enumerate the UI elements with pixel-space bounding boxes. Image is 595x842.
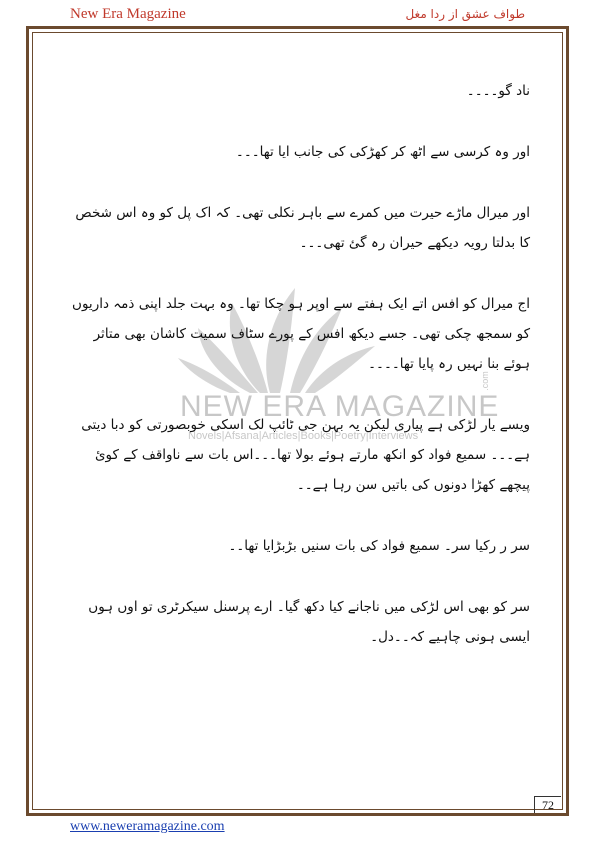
page-number: 72: [534, 796, 561, 813]
story-title: طواف عشق از ردا مغل: [405, 7, 525, 21]
watermark-domain: .com: [479, 371, 490, 391]
website-link[interactable]: www.neweramagazine.com: [70, 819, 225, 834]
magazine-name: New Era Magazine: [70, 6, 186, 22]
paragraph: اور وہ کرسی سے اٹھ کر کھڑکی کی جانب ایا تھا۔۔۔: [235, 144, 530, 160]
watermark-subtitle: Novels|Afsana|Articles|Books|Poetry|Interviews: [188, 430, 419, 442]
watermark-title: NEW ERA MAGAZINE: [180, 390, 500, 423]
paragraph: ناد گو۔۔۔۔: [466, 83, 530, 99]
paragraph: اج میرال کو افس اتے ایک ہفتے سے اوپر ہو چکا تھا۔ وہ بہت جلد اپنی ذمہ داریوں کو سمجھ چکی تھی۔ جسے دیکھ افس کے پورے سٹاف سمیت کاشان بھی متاثر ہوئے بنا نہیں رہ پایا تھا۔۔۔۔: [72, 296, 530, 372]
paragraph: سر کو بھی اس لڑکی میں ناجانے کیا دکھ گیا۔ ارے پرسنل سیکرٹری تو اوں ہوں ایسی ہونی چاہیے کہ۔۔دل۔: [88, 599, 530, 645]
paragraph: اور میرال ماڑے حیرت میں کمرے سے باہر نکلی تھی۔ کہ اک پل کو وہ اس شخص کا بدلتا رویہ دیکھے حیران رہ گئ تھی۔۔۔: [75, 205, 530, 251]
paragraph: ویسے یار لڑکی ہے پیاری لیکن یہ بہن جی ٹائپ لک اسکی خوبصورتی کو دبا دیتی ہے۔۔۔ سمیع فواد کو انکھ مارتے ہوئے بولا تھا۔۔۔اس بات سے ناواقف کے کوئ پیچھے کھڑا دونوں کی باتیں سن رہا ہے۔۔: [81, 417, 530, 493]
article-body: [70, 76, 530, 683]
paragraph: سر ر رکیا سر۔ سمیع فواد کی بات سنیں بڑبڑایا تھا۔۔: [228, 538, 530, 554]
